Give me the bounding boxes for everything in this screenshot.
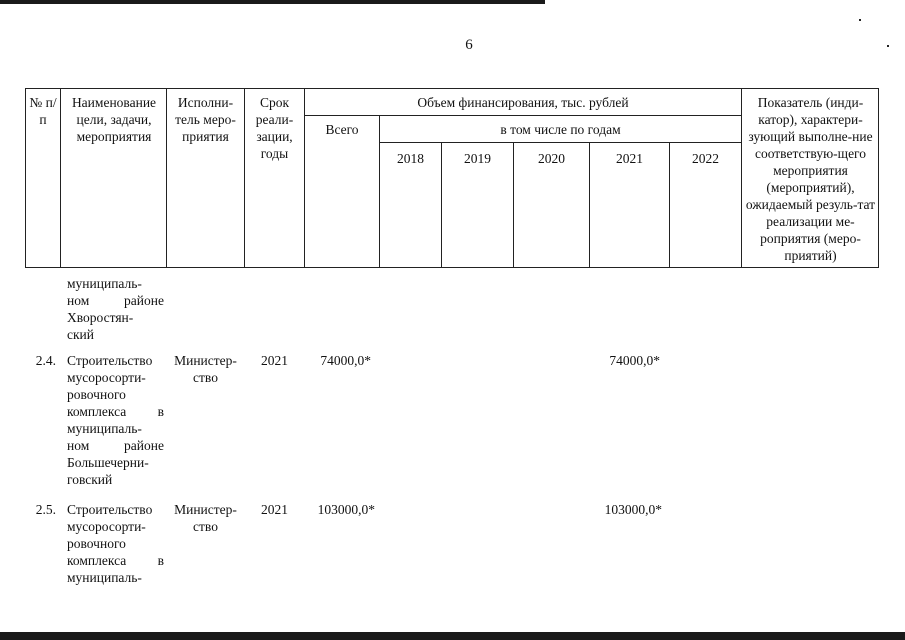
row-name-cell <box>67 275 164 343</box>
row-number: 2.4. <box>35 353 56 368</box>
executor-line: Министер- <box>174 502 237 517</box>
row-2021: 74000,0* <box>609 353 660 368</box>
name-line: Большечерни- <box>67 455 149 470</box>
name-line: муниципаль- <box>67 570 142 585</box>
header-year-2020: 2020 <box>538 151 565 166</box>
executor-line: ство <box>193 519 218 534</box>
grid-vline <box>878 88 879 268</box>
header-financing: Объем финансирования, тыс. рублей <box>417 95 629 110</box>
name-line: комплекса в <box>67 553 164 568</box>
name-line: муниципаль- <box>67 276 142 291</box>
name-line: ровочного <box>67 536 126 551</box>
executor-line: ство <box>193 370 218 385</box>
name-line: ном районе <box>67 293 164 308</box>
header-by-years: в том числе по годам <box>500 122 621 137</box>
grid-vline <box>304 88 305 268</box>
grid-vline <box>741 88 742 268</box>
row-total: 74000,0* <box>320 353 371 368</box>
row-executor <box>168 352 243 386</box>
grid-vline <box>166 88 167 268</box>
grid-vline <box>244 88 245 268</box>
bottom-rule <box>0 632 905 640</box>
row-term: 2021 <box>261 353 288 368</box>
header-year-2021: 2021 <box>616 151 643 166</box>
row-name-cell <box>67 352 164 488</box>
name-line: ский <box>67 327 94 342</box>
header-top-line <box>25 88 879 89</box>
name-line: комплекса в <box>67 404 164 419</box>
header-year-2022: 2022 <box>692 151 719 166</box>
header-executor: Исполни-тель меро-приятия <box>175 95 236 144</box>
name-line: Строительство <box>67 502 153 517</box>
row-number: 2.5. <box>35 502 56 517</box>
page-number: 6 <box>465 37 473 53</box>
header-fin-line <box>304 115 741 116</box>
name-line: муниципаль- <box>67 421 142 436</box>
row-executor <box>168 501 243 535</box>
header-bottom-line <box>25 267 879 268</box>
name-line: ном районе <box>67 438 164 453</box>
header-num: № п/п <box>29 95 57 127</box>
row-2021: 103000,0* <box>604 502 662 517</box>
name-line: мусоросорти- <box>67 370 146 385</box>
name-line: говский <box>67 472 113 487</box>
header-total: Всего <box>325 122 359 137</box>
header-name: Наименование цели, задачи, мероприятия <box>71 95 157 144</box>
row-name-cell <box>67 501 164 586</box>
header-year-2019: 2019 <box>464 151 491 166</box>
name-line: ровочного <box>67 387 126 402</box>
scan-speck <box>859 19 861 21</box>
header-indicator: Показатель (инди-катор), характери-зующий выполне-ние соответствую-щего мероприятия (мероприятий), ожидаемый резуль-тат реализации ме-роприятия (меро-приятий) <box>745 95 876 263</box>
header-term: Срок реали-зации, годы <box>255 95 294 161</box>
name-line: Строительство <box>67 353 153 368</box>
header-years-line <box>379 142 741 143</box>
grid-vline <box>60 88 61 268</box>
top-rule <box>0 0 545 4</box>
scan-speck <box>887 45 889 47</box>
executor-line: Министер- <box>174 353 237 368</box>
row-term: 2021 <box>261 502 288 517</box>
row-total: 103000,0* <box>317 502 375 517</box>
name-line: Хворостян- <box>67 310 134 325</box>
name-line: мусоросорти- <box>67 519 146 534</box>
header-year-2018: 2018 <box>397 151 424 166</box>
